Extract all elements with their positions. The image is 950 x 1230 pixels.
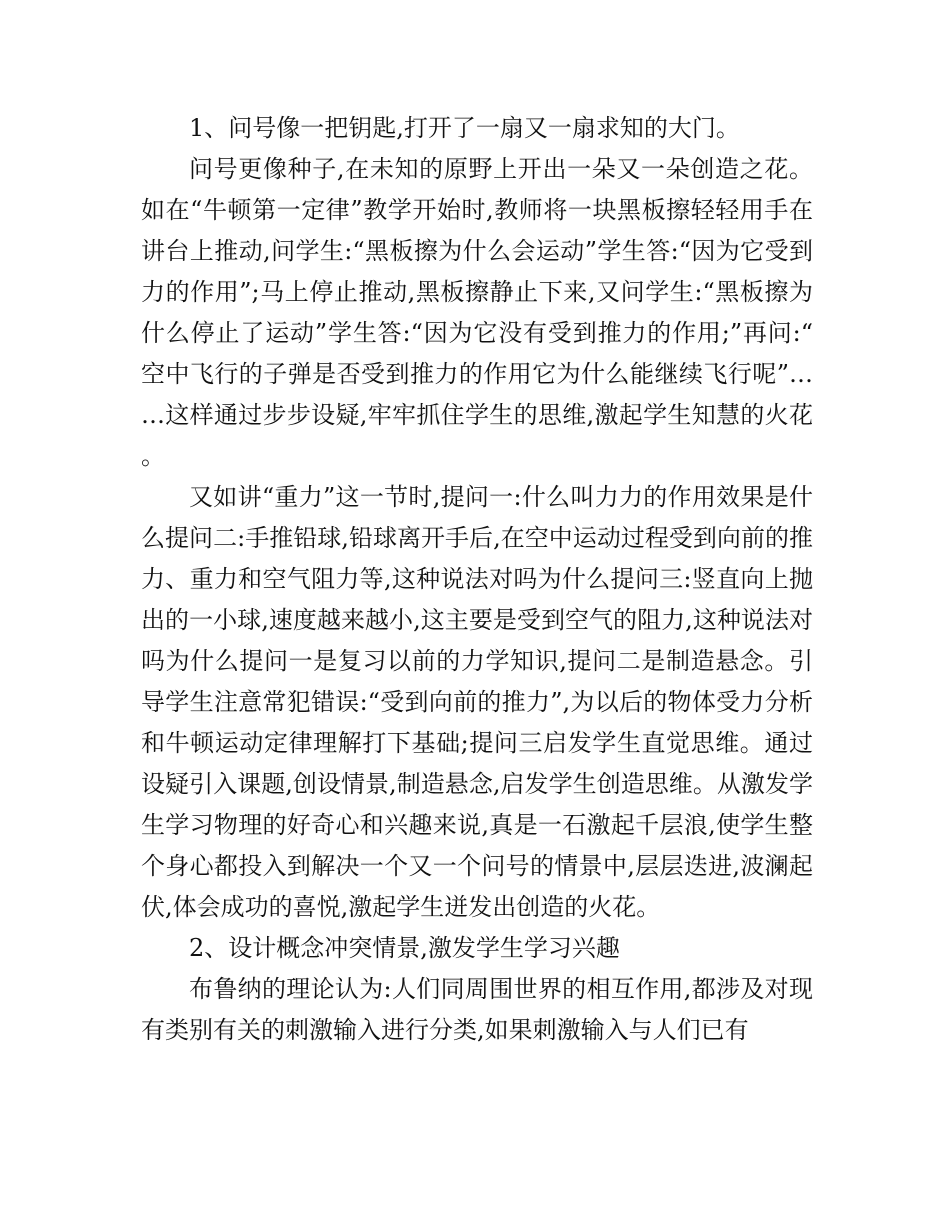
paragraph-4-heading: 2、设计概念冲突情景,激发学生学习兴趣 — [189, 934, 620, 962]
paragraph-3: 又如讲“重力”这一节时,提问一:什么叫力力的作用效果是什么提问二:手推铅球,铅球离开手后,在空中运动过程受到向前的推力、重力和空气阻力等,这种说法对吗为什么提问三:竖直向上抛出的一小球,速度越来越小,这主要是受到空气的阻力,这种说法对吗为什么提问一是复习以前的力学知识,提问二是制造悬念。引导学生注意常犯错误:“受到向前的推力”,为以后的物体受力分析和牛顿运动定律理解打下基础;提问三启发学生直觉思维。通过设疑引入课题,创设情景,制造悬念,启发学生创造思维。从激发学生学习物理的好奇心和兴趣来说,真是一石激起千层浪,使学生整个身心都投入到解决一个又一个问号的情景中,层层迭进,波澜起伏,体会成功的喜悦,激起学生迸发出创造的火花。 — [141, 483, 813, 921]
paragraph-1: 1、问号像一把钥匙,打开了一扇又一扇求知的大门。 — [189, 114, 740, 142]
paragraph-2: 问号更像种子,在未知的原野上开出一朵又一朵创造之花。如在“牛顿第一定律”教学开始时,教师将一块黑板擦轻轻用手在讲台上推动,问学生:“黑板擦为什么会运动”学生答:“因为它受到力的作用”;马上停止推动,黑板擦静止下来,又问学生:“黑板擦为什么停止了运动”学生答:“因为它没有受到推力的作用;”再问:“空中飞行的子弹是否受到推力的作用它为什么能继续飞行呢”……这样通过步步设疑,牢牢抓住学生的思维,激起学生知慧的火花。 — [141, 155, 813, 470]
document-body — [141, 108, 813, 1051]
paragraph-5: 布鲁纳的理论认为:人们同周围世界的相互作用,都涉及对现有类别有关的刺激输入进行分类,如果刺激输入与人们已有 — [141, 975, 813, 1044]
